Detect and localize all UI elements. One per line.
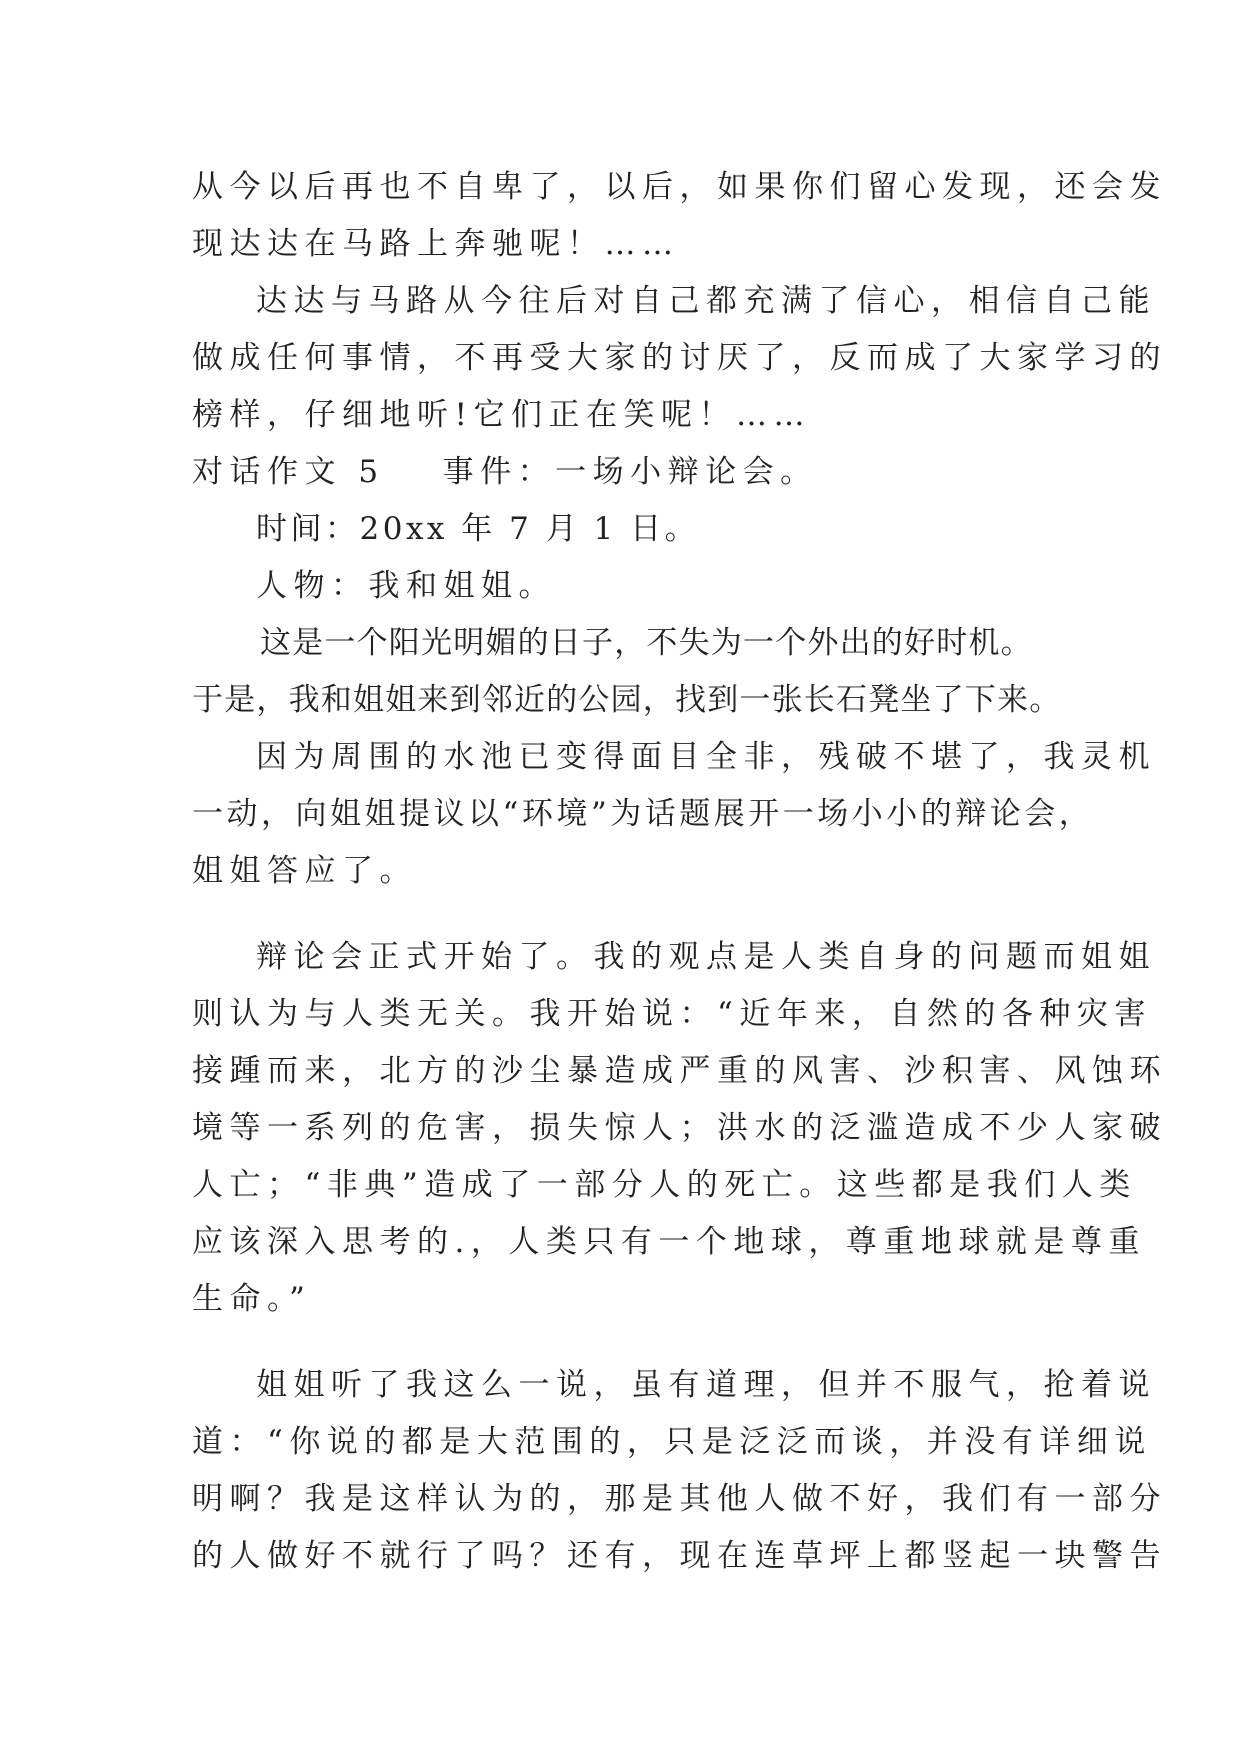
text-line: 这是一个阳光明媚的日子，不失为一个外出的好时机。	[260, 625, 1033, 661]
text-line: 明啊？我是这样认为的，那是其他人做不好，我们有一部分	[192, 1481, 1167, 1517]
text-line: 道：“你说的都是大范围的，只是泛泛而谈，并没有详细说	[192, 1424, 1152, 1460]
text-line: 榜样，仔细地听!它们正在笑呢！……	[192, 397, 811, 433]
text-line: 人亡；“非典”造成了一部分人的死亡。这些都是我们人类	[192, 1167, 1137, 1203]
text-line: 姐姐答应了。	[192, 853, 417, 889]
text-line: 因为周围的水池已变得面目全非，残破不堪了，我灵机	[256, 739, 1156, 775]
text-line: 达达与马路从今往后对自己都充满了信心，相信自己能	[256, 283, 1156, 319]
text-line: 的人做好不就行了吗？还有，现在连草坪上都竖起一块警告	[192, 1538, 1167, 1574]
text-line: 人物：我和姐姐。	[256, 568, 556, 604]
text-line: 则认为与人类无关。我开始说：“近年来，自然的各种灾害	[192, 996, 1152, 1032]
text-line-heading	[192, 443, 1072, 501]
text-line: 做成任何事情，不再受大家的讨厌了，反而成了大家学习的	[192, 340, 1167, 376]
text-line: 一动，向姐姐提议以“环境”为话题展开一场小小的辩论会，	[192, 796, 1094, 832]
text-line: 时间：20xx 年 7 月 1 日。	[256, 511, 700, 547]
text-line: 从今以后再也不自卑了，以后，如果你们留心发现，还会发	[192, 169, 1167, 205]
text-line: 应该深入思考的.，人类只有一个地球，尊重地球就是尊重	[192, 1224, 1146, 1260]
text-line: 于是，我和姐姐来到邻近的公园，找到一张长石凳坐了下来。	[192, 682, 1062, 718]
text-line: 姐姐听了我这么一说，虽有道理，但并不服气，抢着说	[256, 1367, 1156, 1403]
text-line: 境等一系列的危害，损失惊人；洪水的泛滥造成不少人家破	[192, 1110, 1167, 1146]
event-label: 事件：一场小辩论会。	[442, 454, 818, 490]
text-line: 生命。”	[192, 1281, 312, 1317]
text-line: 辩论会正式开始了。我的观点是人类自身的问题而姐姐	[256, 939, 1156, 975]
text-line: 接踵而来，北方的沙尘暴造成严重的风害、沙积害、风蚀环	[192, 1053, 1167, 1089]
essay-title: 对话作文 5	[192, 454, 385, 490]
text-line: 现达达在马路上奔驰呢！……	[192, 226, 680, 262]
